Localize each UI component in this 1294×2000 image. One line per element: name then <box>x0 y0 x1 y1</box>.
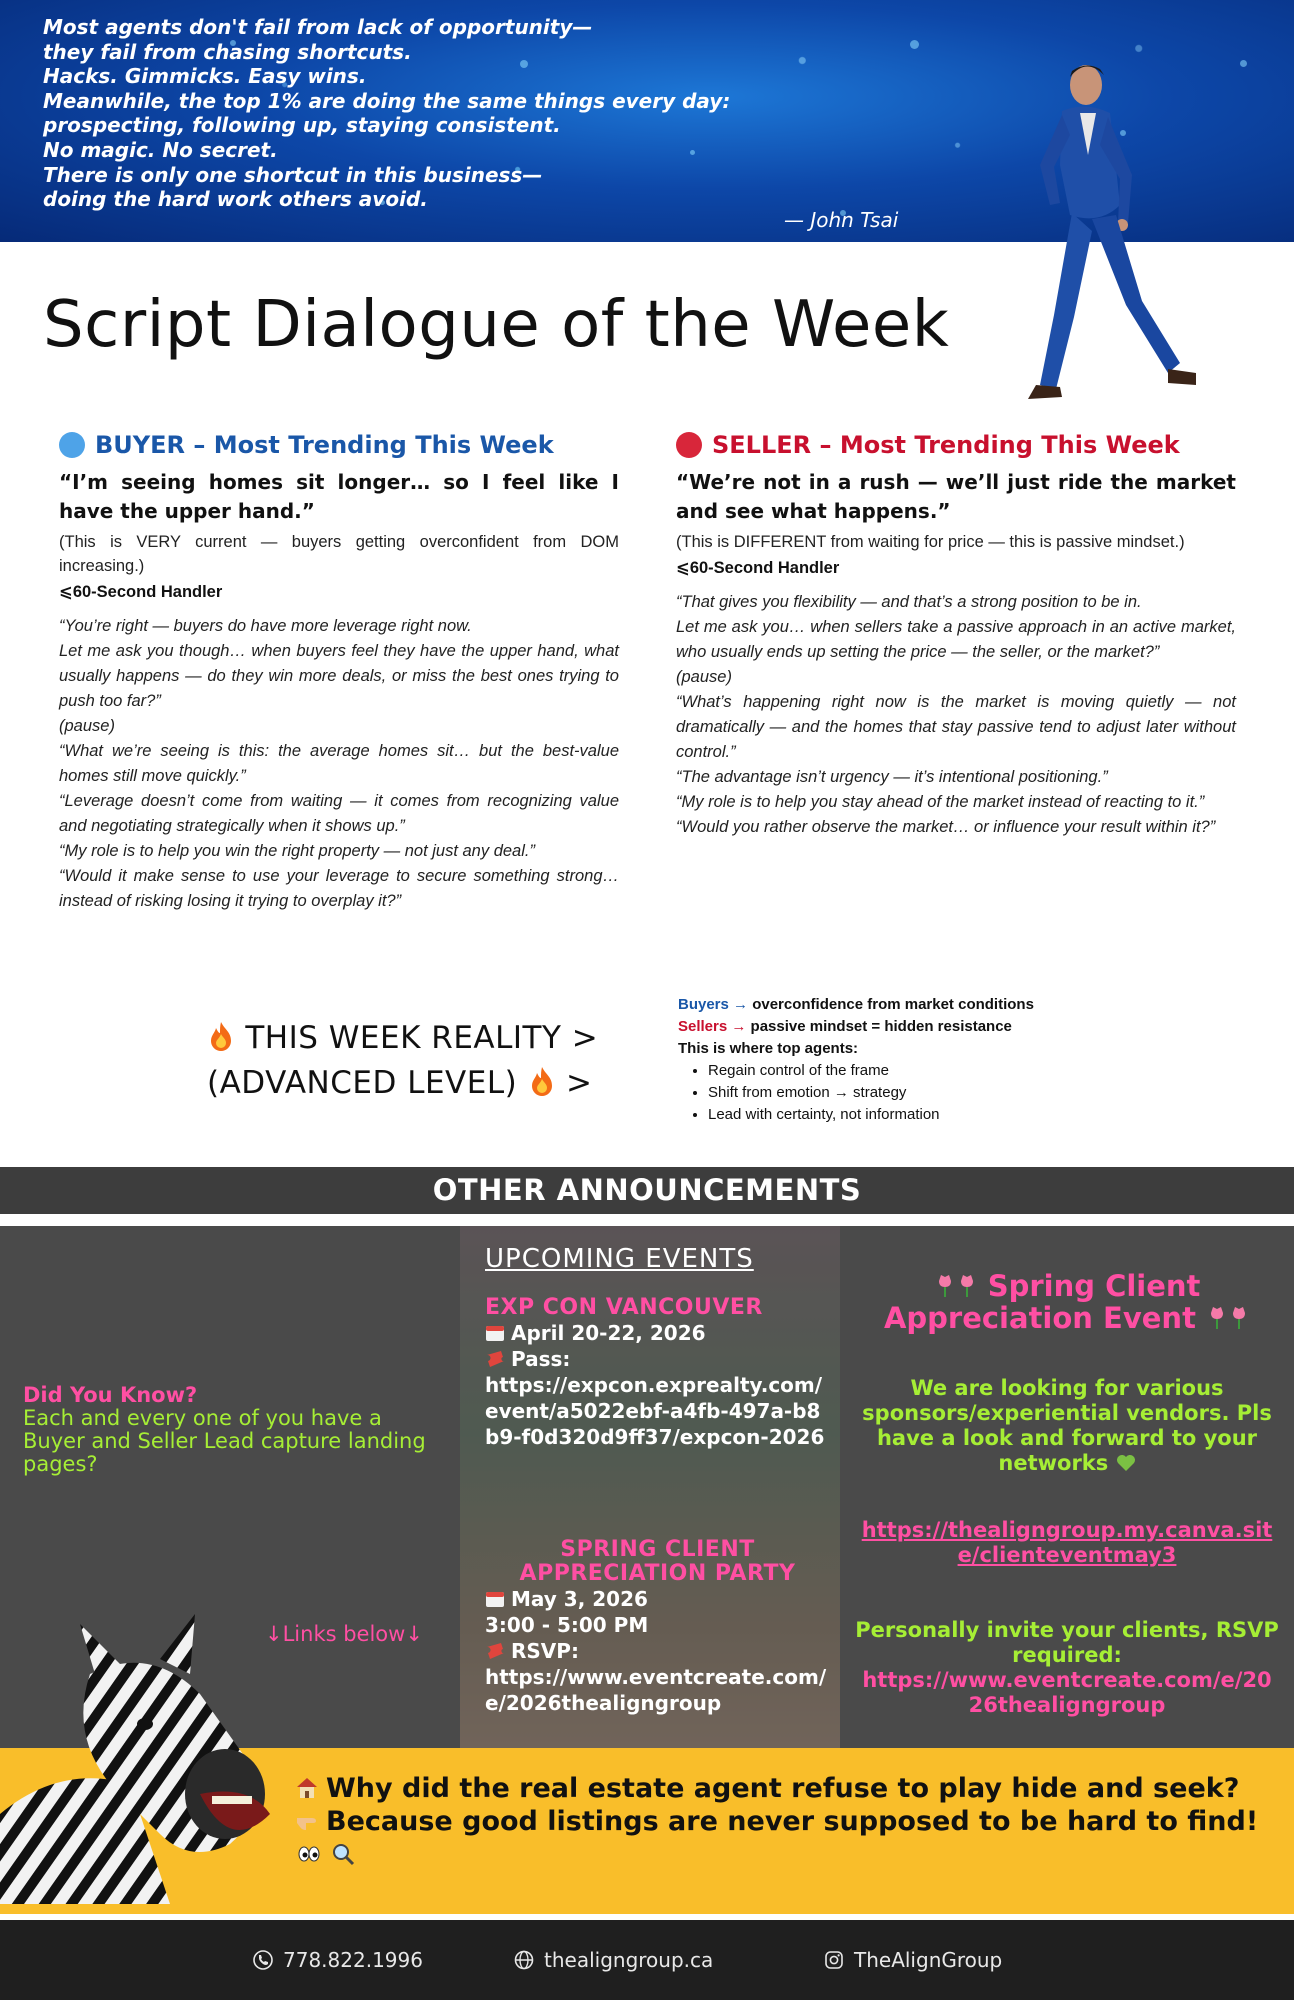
script-line: (pause) <box>59 717 115 735</box>
script-line: (pause) <box>676 668 732 686</box>
magnifier-icon <box>330 1841 356 1867</box>
seller-heading <box>676 428 1236 462</box>
reality-line-2-suffix: > <box>565 1065 593 1101</box>
event-name: EXP CON VANCOUVER <box>485 1295 763 1320</box>
pass-label: Pass: <box>511 1347 571 1371</box>
seller-column <box>676 428 1236 840</box>
did-you-know-body: Each and every one of you have a Buyer and Seller Lead capture landing pages? <box>23 1406 426 1476</box>
did-you-know-title: Did You Know? <box>23 1383 198 1407</box>
did-you-know <box>23 1384 443 1476</box>
buyer-handler-label: ⩽60-Second Handler <box>59 583 223 601</box>
seller-script <box>676 590 1236 840</box>
list-item: • Shift from emotion → strategy <box>708 1082 1034 1104</box>
summary-bullets <box>708 1060 1034 1126</box>
joke-eyes <box>294 1838 1284 1871</box>
green-heart-icon <box>1116 1454 1136 1472</box>
joke-question-text: Why did the real estate agent refuse to play hide and seek? <box>326 1773 1240 1804</box>
quote-line: doing the hard work others avoid. <box>43 187 428 212</box>
spring-rsvp-link[interactable]: https://www.eventcreate.com/e/2026thealigngroup <box>862 1668 1272 1717</box>
tulip-icon <box>956 1273 978 1299</box>
list-item: • Regain control of the frame <box>708 1060 1034 1082</box>
joke-answer-text: Because good listings are never supposed to be hard to find! <box>326 1806 1259 1837</box>
quote-line: they fail from chasing shortcuts. <box>43 39 412 64</box>
summary-buyers <box>678 994 1034 1016</box>
event-pass <box>485 1346 830 1372</box>
tulip-icon <box>934 1273 956 1299</box>
footer-website[interactable] <box>514 1948 713 1972</box>
footer-instagram-text: TheAlignGroup <box>854 1948 1003 1972</box>
spring-event-title <box>840 1270 1294 1334</box>
ticket-icon <box>485 1350 505 1368</box>
upcoming-events-title: UPCOMING EVENTS <box>485 1244 754 1274</box>
quote-line: prospecting, following up, staying consistent. <box>43 113 561 138</box>
buyer-column <box>59 428 619 914</box>
event-date-text: May 3, 2026 <box>511 1587 648 1611</box>
quote-line: Most agents don't fail from lack of opportunity— <box>43 15 593 39</box>
sellers-label: Sellers → <box>678 1018 747 1035</box>
tulip-icon <box>1228 1305 1250 1331</box>
script-line: “The advantage isn’t urgency — it’s intentional positioning.” <box>676 768 1108 786</box>
list-item: • Lead with certainty, not information <box>708 1104 1034 1126</box>
reality-line-1: THIS WEEK REALITY > <box>245 1020 599 1056</box>
canva-site-link[interactable]: https://thealigngroup.my.canva.site/clienteventmay3 <box>861 1518 1273 1567</box>
buyer-heading <box>59 428 619 462</box>
script-line: “Leverage doesn’t come from waiting — it comes from recognizing value and negotiating strategically when it shows up.” <box>59 792 619 835</box>
joke-text <box>294 1772 1284 1871</box>
quote-line: No magic. No secret. <box>43 137 278 162</box>
seller-handler-label: ⩽60-Second Handler <box>676 559 840 577</box>
seller-heading-text: SELLER – Most Trending This Week <box>712 431 1180 459</box>
spring-title-text: Spring Client Appreciation Event <box>883 1269 1201 1335</box>
reality-summary <box>678 994 1034 1126</box>
reality-callout <box>207 1016 598 1106</box>
buyers-text: overconfidence from market conditions <box>748 996 1034 1013</box>
script-line: “What we’re seeing is this: the average homes sit… but the best-value homes still move quickly.” <box>59 742 619 785</box>
footer-phone[interactable] <box>253 1948 423 1972</box>
party-rsvp-link[interactable]: https://www.eventcreate.com/e/2026thealigngroup <box>485 1665 827 1715</box>
event-rsvp <box>485 1638 830 1664</box>
script-line: Let me ask you… when sellers take a passive approach in an active market, who usually ends up setting the price — the seller, or the market?” <box>676 618 1236 661</box>
red-circle-icon <box>676 432 702 458</box>
instagram-icon <box>824 1950 844 1970</box>
script-line: “What’s happening right now is the market is moving quietly — not dramatically — and the homes that stay passive tend to adjust later without control.” <box>676 693 1236 761</box>
footer-instagram[interactable] <box>824 1948 1002 1972</box>
joke-answer <box>294 1805 1284 1838</box>
summary-sellers <box>678 1016 1034 1038</box>
buyers-label: Buyers → <box>678 996 749 1013</box>
seller-note: (This is DIFFERENT from waiting for price — this is passive mindset.) <box>676 533 1185 551</box>
calendar-icon <box>485 1590 505 1608</box>
footer <box>0 1920 1294 2000</box>
spring-desc-text: We are looking for various sponsors/experiential vendors. Pls have a look and forward to your networks <box>862 1376 1272 1475</box>
summary-intro: This is where top agents: <box>678 1040 859 1057</box>
spring-invite-text: Personally invite your clients, RSVP required: <box>855 1618 1279 1667</box>
spring-event-panel <box>840 1226 1294 1748</box>
reality-line-2: (ADVANCED LEVEL) <box>207 1065 518 1101</box>
event-expcon <box>485 1296 830 1450</box>
script-line: “Would you rather observe the market… or influence your result within it?” <box>676 818 1216 836</box>
event-name: SPRING CLIENT APPRECIATION PARTY <box>519 1537 796 1586</box>
script-line: “You’re right — buyers do have more leverage right now. <box>59 617 472 635</box>
script-line: “Would it make sense to use your leverage to secure something strong… instead of risking losing it trying to overplay it?” <box>59 867 619 910</box>
house-icon <box>294 1775 320 1801</box>
event-date <box>485 1320 830 1346</box>
footer-website-text: thealigngroup.ca <box>544 1948 714 1972</box>
globe-icon <box>514 1950 534 1970</box>
seller-objection: “We’re not in a rush — we’ll just ride the market and see what happens.” <box>676 470 1236 523</box>
expcon-link[interactable]: https://expcon.exprealty.com/event/a5022ebf-a4fb-497a-b8b9-f0d320d9ff37/expcon-2026 <box>485 1373 825 1449</box>
quote-line: Hacks. Gimmicks. Easy wins. <box>43 64 367 89</box>
calendar-icon <box>485 1324 505 1342</box>
buyer-note: (This is VERY current — buyers getting overconfident from DOM increasing.) <box>59 533 619 575</box>
page-title: Script Dialogue of the Week <box>43 288 950 362</box>
ticket-icon <box>485 1642 505 1660</box>
hero-quote <box>43 15 763 212</box>
walking-man-photo <box>1000 55 1200 425</box>
event-spring-party <box>485 1538 830 1716</box>
fire-icon <box>528 1065 556 1097</box>
spring-event-description <box>840 1376 1294 1476</box>
eyes-icon <box>294 1841 324 1867</box>
phone-icon <box>253 1950 273 1970</box>
script-line: “That gives you flexibility — and that’s a strong position to be in. <box>676 593 1142 611</box>
event-time: 3:00 - 5:00 PM <box>485 1613 649 1637</box>
fire-icon <box>207 1020 235 1052</box>
quote-line: Meanwhile, the top 1% are doing the same things every day: <box>43 88 731 113</box>
footer-phone-text: 778.822.1996 <box>283 1948 423 1972</box>
script-line: Let me ask you though… when buyers feel they have the upper hand, what usually happens — do they win more deals, or miss the best ones trying to push too far?” <box>59 642 619 710</box>
rsvp-label: RSVP: <box>511 1639 579 1663</box>
buyer-script <box>59 614 619 914</box>
announcements-header: OTHER ANNOUNCEMENTS <box>0 1167 1294 1214</box>
joke-question <box>294 1772 1284 1805</box>
laughing-zebra-photo <box>0 1614 290 1904</box>
buyer-objection: “I’m seeing homes sit longer… so I feel like I have the upper hand.” <box>59 470 619 523</box>
script-line: “My role is to help you win the right property — not just any deal.” <box>59 842 535 860</box>
pointing-hand-icon <box>294 1808 320 1834</box>
sellers-text: passive mindset = hidden resistance <box>746 1018 1012 1035</box>
upcoming-events-panel <box>460 1226 840 1748</box>
script-line: “My role is to help you stay ahead of the market instead of reacting to it.” <box>676 793 1205 811</box>
blue-circle-icon <box>59 432 85 458</box>
buyer-heading-text: BUYER – Most Trending This Week <box>95 431 554 459</box>
event-date-text: April 20-22, 2026 <box>511 1321 706 1345</box>
tulip-icon <box>1206 1305 1228 1331</box>
event-date <box>485 1586 830 1612</box>
quote-author: — John Tsai <box>784 208 899 232</box>
quote-line: There is only one shortcut in this business— <box>43 162 543 187</box>
links-below-label: ↓Links below↓ <box>265 1622 423 1646</box>
